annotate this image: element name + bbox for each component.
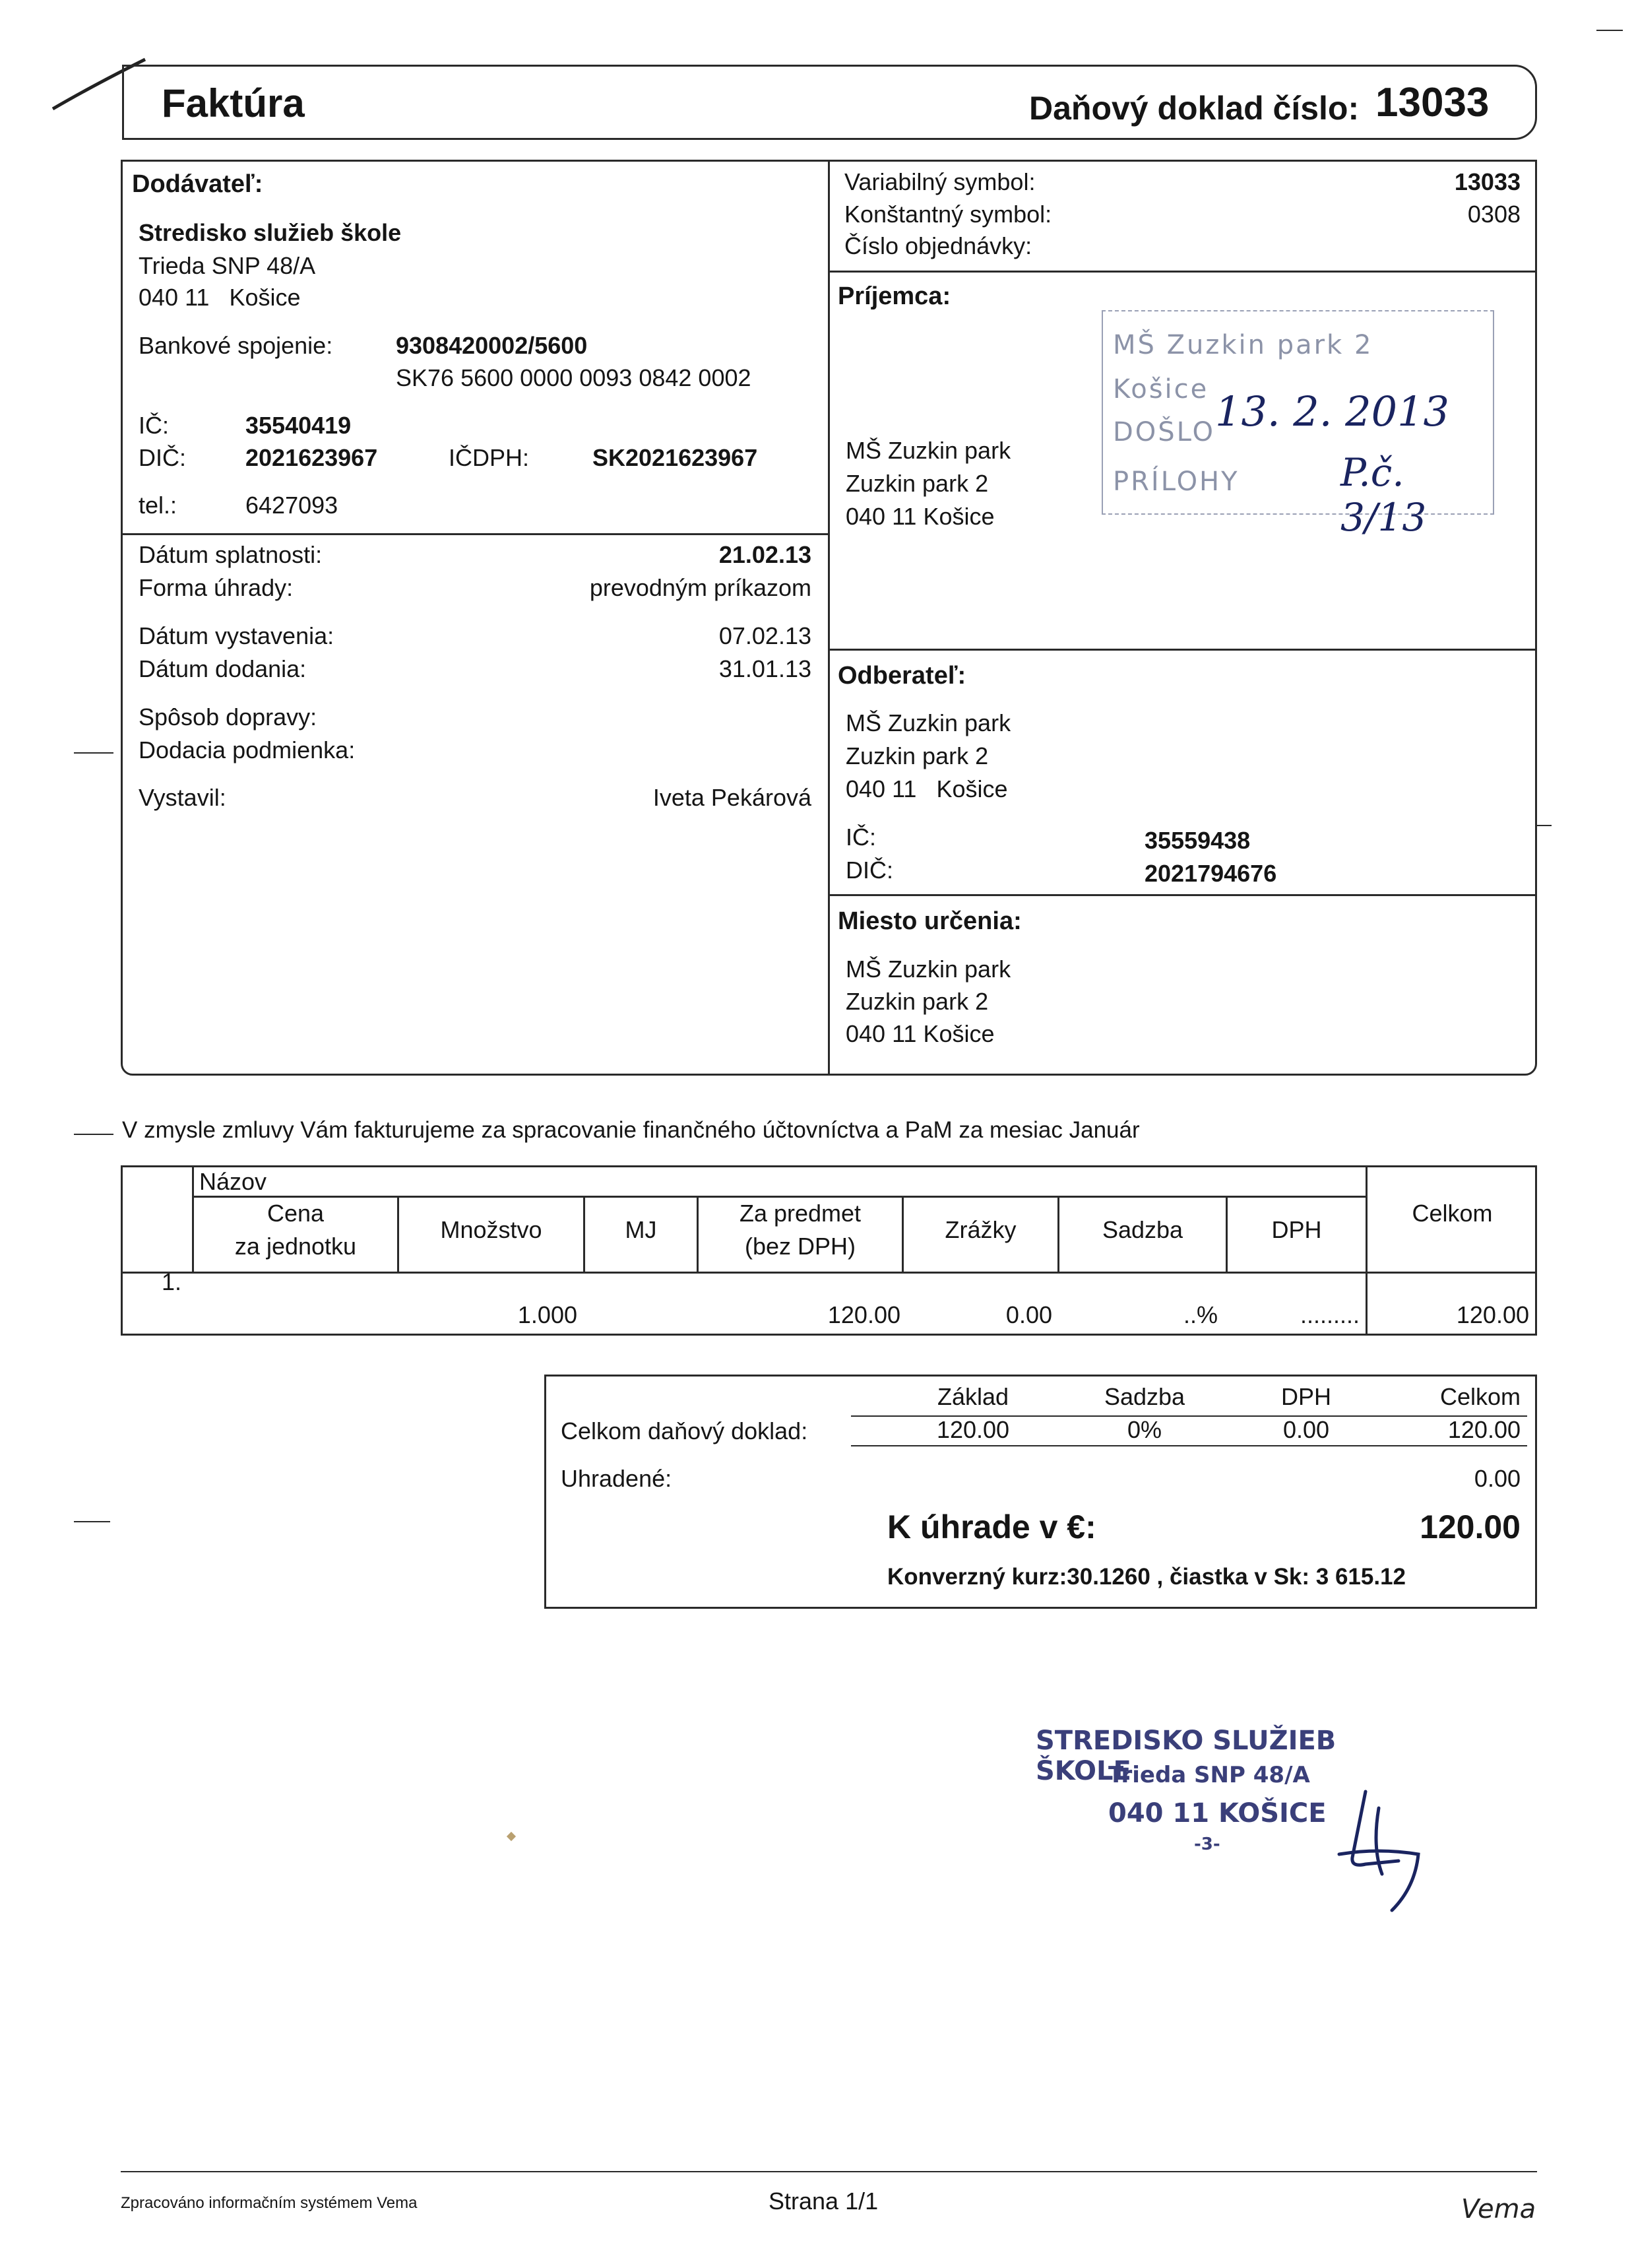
- stamp-handwritten-date: 13. 2. 2013: [1215, 387, 1449, 436]
- tax-doc-label: Daňový doklad číslo:: [1029, 90, 1360, 127]
- row-rate: ..%: [1183, 1301, 1218, 1328]
- signature: [1326, 1782, 1432, 1920]
- company-stamp-line-1: STREDISKO SLUŽIEB ŠKOLE: [1036, 1726, 1337, 1786]
- company-stamp-line-4: -3-: [1194, 1834, 1220, 1854]
- col-deductions: Zrážky: [945, 1216, 1017, 1243]
- summary-col-rate: Sadzba: [1104, 1383, 1185, 1410]
- col-subject-1: Za predmet: [739, 1200, 862, 1227]
- destination-heading: Miesto určenia:: [838, 907, 1022, 935]
- stamp-handwritten-ref: P.č. 3/13: [1340, 450, 1427, 540]
- recipient-name: MŠ Zuzkin park: [846, 437, 1011, 464]
- customer-name: MŠ Zuzkin park: [846, 709, 1011, 736]
- customer-ico: 35559438: [1145, 827, 1251, 854]
- paid-amount: 0.00: [1474, 1465, 1521, 1492]
- bank-account: 9308420002/5600: [396, 332, 588, 359]
- margin-mark: [74, 752, 113, 754]
- customer-dic: 2021794676: [1145, 860, 1277, 887]
- iban: SK76 5600 0000 0093 0842 0002: [396, 364, 751, 391]
- destination-street: Zuzkin park 2: [846, 988, 989, 1015]
- summary-col-total: Celkom: [1439, 1383, 1521, 1410]
- footer-system-note: Zpracováno informačním systémem Vema: [121, 2194, 418, 2212]
- row-number: 1.: [162, 1268, 182, 1295]
- supplier-tel: 6427093: [245, 492, 338, 519]
- issue-date: 07.02.13: [718, 622, 811, 649]
- issue-date-label: Dátum vystavenia:: [139, 622, 334, 649]
- invoice-description: V zmysle zmluvy Vám fakturujeme za spracovanie finančného účtovníctva a PaM za mesiac Január: [122, 1117, 1140, 1143]
- supplier-tel-label: tel.:: [139, 492, 177, 519]
- row-subject: 120.00: [827, 1301, 900, 1328]
- delivery-date-label: Dátum dodania:: [139, 655, 307, 682]
- small-mark: [507, 1832, 516, 1841]
- constant-symbol: 0308: [1467, 201, 1521, 228]
- col-rate: Sadzba: [1102, 1216, 1183, 1243]
- supplier-ico-label: IČ:: [139, 412, 170, 439]
- summary-total: 120.00: [1447, 1416, 1521, 1443]
- order-number-label: Číslo objednávky:: [844, 232, 1032, 259]
- col-vat: DPH: [1271, 1216, 1322, 1243]
- supplier-dic: 2021623967: [245, 444, 378, 471]
- row-vat: .........: [1300, 1301, 1360, 1328]
- issuer-name: Iveta Pekárová: [652, 784, 811, 811]
- bank-label: Bankové spojenie:: [139, 332, 333, 359]
- amount-due-label: K úhrade v €:: [887, 1508, 1096, 1545]
- due-date: 21.02.13: [718, 541, 811, 568]
- supplier-city: 040 11 Košice: [139, 284, 301, 311]
- customer-heading: Odberateľ:: [838, 662, 966, 690]
- destination-name: MŠ Zuzkin park: [846, 956, 1011, 983]
- supplier-ico: 35540419: [245, 412, 352, 439]
- due-date-label: Dátum splatnosti:: [139, 541, 323, 568]
- supplier-heading: Dodávateľ:: [132, 170, 263, 198]
- amount-due: 120.00: [1420, 1508, 1521, 1545]
- company-stamp-line-2: Trieda SNP 48/A: [1108, 1762, 1310, 1788]
- customer-street: Zuzkin park 2: [846, 742, 989, 769]
- col-unit-price-1: Cena: [267, 1200, 325, 1227]
- row-quantity: 1.000: [517, 1301, 577, 1328]
- stamp-line-2: Košice: [1113, 374, 1209, 405]
- customer-ico-label: IČ:: [846, 824, 877, 851]
- transport-label: Spôsob dopravy:: [139, 703, 317, 730]
- margin-mark: [74, 1521, 110, 1522]
- payment-method: prevodným príkazom: [589, 574, 811, 601]
- row-deductions: 0.00: [1005, 1301, 1052, 1328]
- invoice-title: Faktúra: [162, 81, 305, 125]
- supplier-name: Stredisko služieb škole: [139, 219, 402, 246]
- recipient-heading: Príjemca:: [838, 282, 951, 310]
- recipient-street: Zuzkin park 2: [846, 470, 989, 497]
- summary-col-base: Základ: [937, 1383, 1009, 1410]
- payment-method-label: Forma úhrady:: [139, 574, 294, 601]
- col-name: Názov: [199, 1168, 267, 1195]
- stamp-line-1: MŠ Zuzkin park 2: [1113, 330, 1373, 360]
- destination-city: 040 11 Košice: [846, 1020, 995, 1047]
- recipient-city: 040 11 Košice: [846, 503, 995, 530]
- supplier-icdph: SK2021623967: [592, 444, 758, 471]
- stamp-line-3: DOŠLO: [1113, 417, 1216, 447]
- col-quantity: Množstvo: [440, 1216, 542, 1243]
- summary-total-label: Celkom daňový doklad:: [561, 1417, 808, 1444]
- summary-vat: 0.00: [1282, 1416, 1330, 1443]
- supplier-icdph-label: IČDPH:: [449, 444, 530, 471]
- summary-col-vat: DPH: [1280, 1383, 1331, 1410]
- page-number: Strana 1/1: [769, 2187, 879, 2215]
- constant-symbol-label: Konštantný symbol:: [844, 201, 1052, 228]
- paid-label: Uhradené:: [561, 1465, 672, 1492]
- issuer-label: Vystavil:: [139, 784, 226, 811]
- col-unit-price-2: za jednotku: [234, 1233, 357, 1260]
- customer-dic-label: DIČ:: [846, 857, 893, 884]
- delivery-date: 31.01.13: [718, 655, 811, 682]
- received-stamp: [1102, 310, 1494, 540]
- margin-mark: [74, 1134, 113, 1135]
- company-stamp-line-3: 040 11 KOŠICE: [1108, 1798, 1327, 1829]
- conversion-rate: Konverzný kurz:30.1260 , čiastka v Sk: 3 615.12: [887, 1564, 1406, 1590]
- supplier-street: Trieda SNP 48/A: [139, 252, 316, 279]
- col-total: Celkom: [1412, 1200, 1493, 1227]
- vema-logo: Vema: [1461, 2194, 1536, 2224]
- stamp-line-4: PRÍLOHY: [1113, 467, 1240, 497]
- summary-base: 120.00: [936, 1416, 1010, 1443]
- tax-doc-number: 13033: [1375, 80, 1490, 125]
- col-subject-2: (bez DPH): [744, 1233, 856, 1260]
- variable-symbol: 13033: [1454, 168, 1521, 195]
- row-total: 120.00: [1456, 1301, 1529, 1328]
- variable-symbol-label: Variabilný symbol:: [844, 168, 1036, 195]
- col-unit: MJ: [625, 1216, 657, 1243]
- summary-rate: 0%: [1127, 1416, 1162, 1443]
- margin-mark: [1596, 30, 1623, 31]
- customer-city: 040 11 Košice: [846, 775, 1008, 802]
- margin-mark: [1537, 825, 1552, 826]
- supplier-dic-label: DIČ:: [139, 444, 186, 471]
- delivery-terms-label: Dodacia podmienka:: [139, 736, 356, 763]
